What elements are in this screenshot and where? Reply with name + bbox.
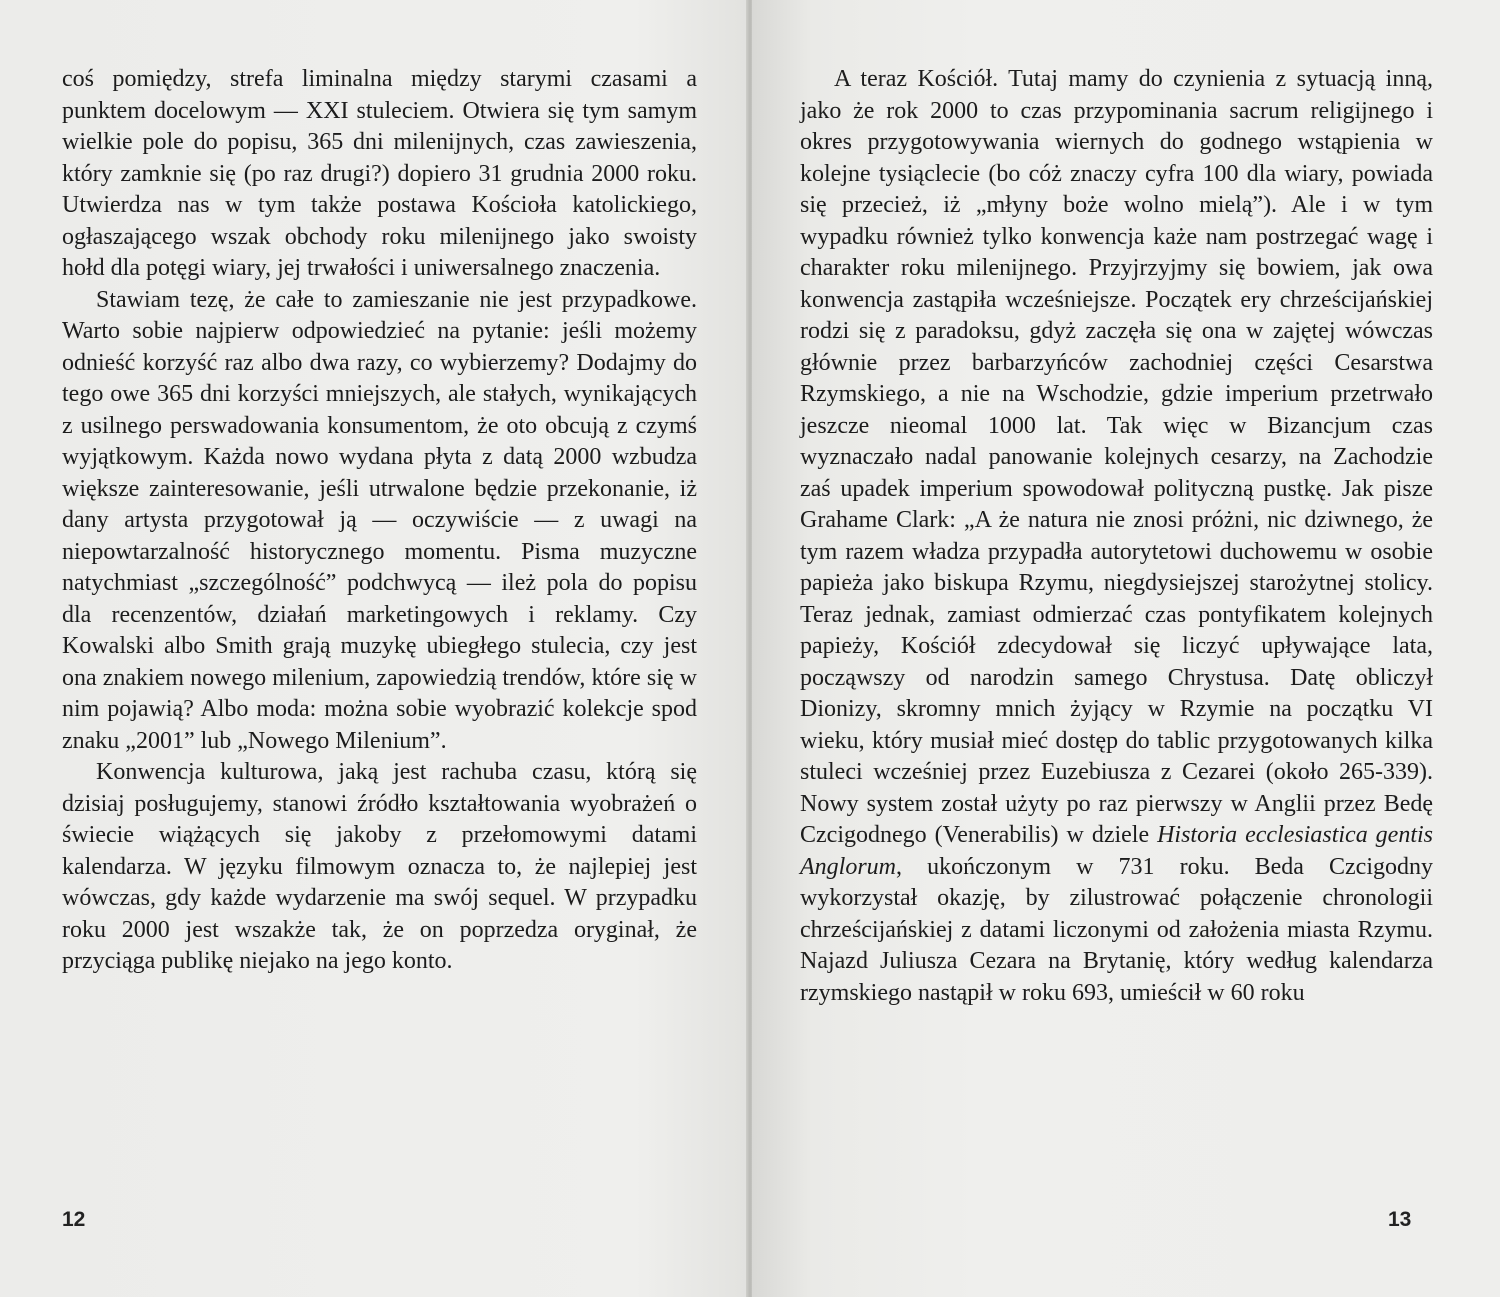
right-page: [752, 0, 1500, 1297]
paragraph: Konwencja kulturowa, jaką jest rachuba czasu, którą się dzisiaj posługujemy, stanowi źródło kształtowania wyobrażeń o świecie wiążących się jakoby z przełomowymi datami kalendarza. W języku filmowym oznacza to, że najlepiej jest wówczas, gdy każde wydarzenie ma swój sequel. W przypadku roku 2000 jest wszakże tak, że on poprzedza oryginał, że przyciąga publikę niejako na jego konto.: [62, 759, 697, 974]
left-page: [0, 0, 748, 1297]
paragraph: [800, 64, 1433, 1009]
italic-book-title: Historia ecclesiastica gentis Anglorum: [800, 822, 1433, 880]
left-page-text: [62, 64, 697, 978]
page-number: 13: [1388, 1208, 1412, 1231]
page-number: 12: [62, 1208, 86, 1231]
right-page-text: [800, 64, 1433, 1009]
paragraph: Stawiam tezę, że całe to zamieszanie nie jest przypadkowe. Warto sobie najpierw odpowiedzieć na pytanie: jeśli możemy odnieść korzyść raz albo dwa razy, co wybierzemy? Dodajmy do tego owe 365 dni korzyści mniejszych, ale stałych, wynikających z usilnego perswadowania konsumentom, że oto obcują z czymś wyjątkowym. Każda nowo wydana płyta z datą 2000 wzbudza większe zainteresowanie, jeśli utrwalone będzie przekonanie, iż dany artysta przygotował ją — oczywiście — z uwagi na niepowtarzalność historycznego momentu. Pisma muzyczne natychmiast „szczególność” podchwycą — ileż pola do popisu dla recenzentów, działań marketingowych i reklamy. Czy Kowalski albo Smith grają muzykę ubiegłego stulecia, czy jest ona znakiem nowego milenium, zapowiedzią trendów, które się w nim pojawią? Albo moda: można sobie wyobrazić kolekcje spod znaku „2001” lub „Nowego Milenium”.: [62, 286, 697, 754]
paragraph-text: , ukończonym w 731 roku. Beda Czcigodny wykorzystał okazję, by zilustrować połączenie chronologii chrześcijańskiej z datami liczonymi od założenia miasta Rzymu. Najazd Juliusza Cezara na Brytanię, który według kalendarza rzymskiego nastąpił w roku 693, umieścił w 60 roku: [800, 853, 1433, 1006]
paragraph-text: A teraz Kościół. Tutaj mamy do czynienia z sytuacją inną, jako że rok 2000 to czas przypominania sacrum religijnego i okres przygotowywania wiernych do godnego wstąpienia w kolejne tysiąclecie (bo cóż znaczy cyfra 100 dla wiary, powiada się przecież, iż „młyny boże wolno mielą”). Ale i w tym wypadku również tylko konwencja każe nam postrzegać wagę i charakter roku milenijnego. Przyjrzyjmy się bowiem, jak owa konwencja zastąpiła wcześniejsze. Początek ery chrześcijańskiej rodzi się z paradoksu, gdyż zaczęła się ona w zajętej wówczas głównie przez barbarzyńców zachodniej części Cesarstwa Rzymskiego, a nie na Wschodzie, gdzie imperium przetrwało jeszcze nieomal 1000 lat. Tak więc w Bizancjum czas wyznaczało nadal panowanie kolejnych cesarzy, na Zachodzie zaś upadek imperium spowodował polityczną pustkę. Jak pisze Grahame Clark: „A że natura nie znosi próżni, nic dziwnego, że tym razem władza przypadła autorytetowi duchowemu w osobie papieża jako biskupa Rzymu, niegdysiejszej starożytnej stolicy. Teraz jednak, zamiast odmierzać czas pontyfikatem kolejnych papieży, Kościół zdecydował się liczyć upływające lata, począwszy od narodzin samego Chrystusa. Datę obliczył Dionizy, skromny mnich żyjący w Rzymie na początku VI wieku, który musiał mieć dostęp do tablic przygotowanych kilka stuleci wcześniej przez Euzebiusza z Cezarei (około 265-339). Nowy system został użyty po raz pierwszy w Anglii przez Bedę Czcigodnego (Venerabilis) w dziele: [800, 66, 1433, 848]
paragraph: coś pomiędzy, strefa liminalna między starymi czasami a punktem docelowym — XXI stuleciem. Otwiera się tym samym wielkie pole do popisu, 365 dni milenijnych, czas zawieszenia, który zamknie się (po raz drugi?) dopiero 31 grudnia 2000 roku. Utwierdza nas w tym także postawa Kościoła katolickiego, ogłaszającego wszak obchody roku milenijnego jako swoisty hołd dla potęgi wiary, jej trwałości i uniwersalnego znaczenia.: [62, 66, 697, 281]
